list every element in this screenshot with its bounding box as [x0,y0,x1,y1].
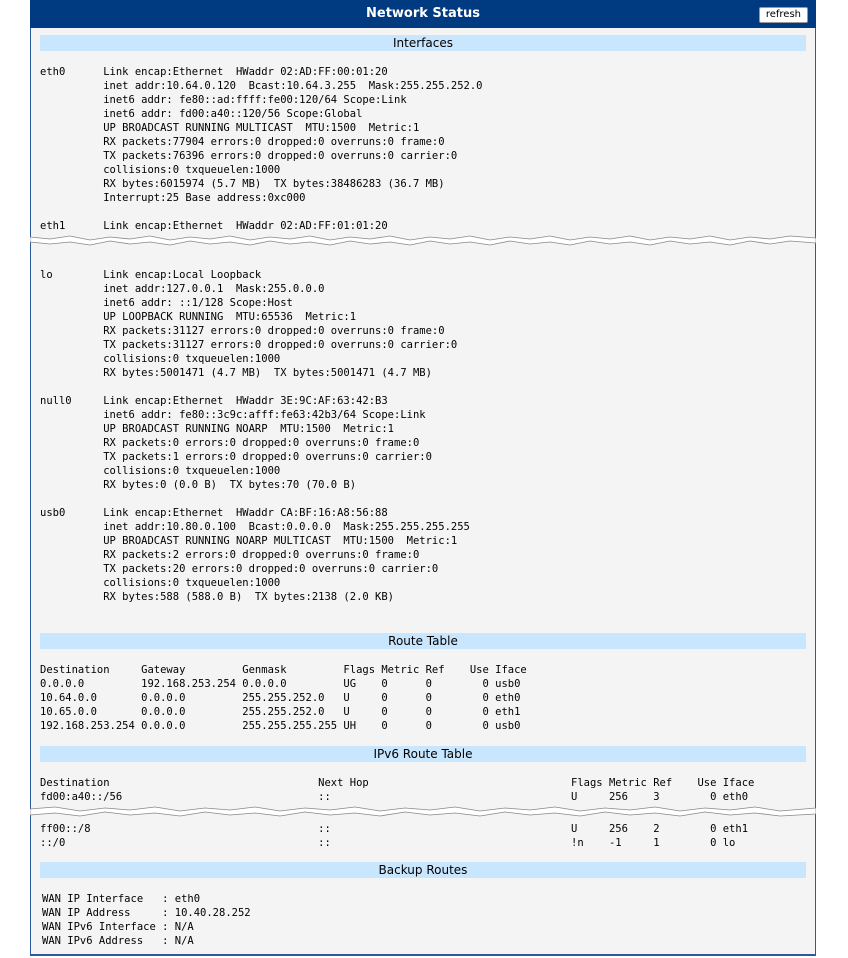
route-table-header: Route Table [40,633,806,649]
ipv6-route-table-top: Destination Next Hop Flags Metric Ref Use Iface fd00:a40::/56 :: U 256 3 0 eth0 [40,777,755,803]
refresh-button[interactable]: refresh [759,7,808,23]
torn-edge [30,233,816,247]
interface-eth0: eth0 Link encap:Ethernet HWaddr 02:AD:FF:00:01:20 inet addr:10.64.0.120 Bcast:10.64.3.255 Mask:255.255.252.0 inet6 addr: fe80::ad:ffff:fe00:120/64 Scope:Link inet6 addr: fd00:a40::120/56 Scope:Global UP BROADCAST RUNNING MULTICAST MTU:1500 Metric:1 RX packets:77904 errors:0 dropped:0 overruns:0 frame:0 TX packets:76396 errors:0 dropped:0 overruns:0 carrier:0 collisions:0 txqueuelen:1000 RX bytes:6015974 (5.7 MB) TX bytes:38486283 (36.7 MB) Interrupt:25 Base address:0xc000 [40,66,483,204]
interface-null0: null0 Link encap:Ethernet HWaddr 3E:9C:AF:63:42:B3 inet6 addr: fe80::3c9c:afff:fe63:42b3/64 Scope:Link UP BROADCAST RUNNING NOARP MTU:1500 Metric:1 RX packets:0 errors:0 dropped:0 overruns:0 frame:0 TX packets:1 errors:0 dropped:0 overruns:0 carrier:0 collisions:0 txqueuelen:1000 RX bytes:0 (0.0 B) TX bytes:70 (70.0 B) [40,395,432,491]
backup-routes-header: Backup Routes [40,862,806,878]
page-title: Network Status [366,6,480,21]
route-table: Destination Gateway Genmask Flags Metric Ref Use Iface 0.0.0.0 192.168.253.254 0.0.0.0 UG 0 0 0 usb0 10.64.0.0 0.0.0.0 255.255.252.0 U 0 0 0 eth0 10.65.0.0 0.0.0.0 255.255.252.0 U 0 0 0 eth1 192.168.253.254 0.0.0.0 255.255.255.255 UH 0 0 0 usb0 [40,664,527,732]
ipv6-route-table-header: IPv6 Route Table [40,746,806,762]
interface-usb0: usb0 Link encap:Ethernet HWaddr CA:BF:16:A8:56:88 inet addr:10.80.0.100 Bcast:0.0.0.0 Mask:255.255.255.255 UP BROADCAST RUNNING NOARP MULTICAST MTU:1500 Metric:1 RX packets:2 errors:0 dropped:0 overruns:0 frame:0 TX packets:20 errors:0 dropped:0 overruns:0 carrier:0 collisions:0 txqueuelen:1000 RX bytes:588 (588.0 B) TX bytes:2138 (2.0 KB) [40,507,470,603]
interfaces-header: Interfaces [40,35,806,51]
ipv6-route-table-bottom: ff00::/8 :: U 256 2 0 eth1 ::/0 :: !n -1 1 0 lo [40,823,749,849]
interface-eth1: eth1 Link encap:Ethernet HWaddr 02:AD:FF:01:01:20 [40,220,388,232]
title-bar [30,0,816,28]
interface-lo: lo Link encap:Local Loopback inet addr:127.0.0.1 Mask:255.0.0.0 inet6 addr: ::1/128 Scope:Host UP LOOPBACK RUNNING MTU:65536 Metric:1 RX packets:31127 errors:0 dropped:0 overruns:0 frame:0 TX packets:31127 errors:0 dropped:0 overruns:0 carrier:0 collisions:0 txqueuelen:1000 RX bytes:5001471 (4.7 MB) TX bytes:5001471 (4.7 MB) [40,269,458,379]
torn-edge [30,804,816,818]
backup-routes: WAN IP Interface : eth0 WAN IP Address : 10.40.28.252 WAN IPv6 Interface : N/A WAN IPv6 Address : N/A [42,893,251,947]
